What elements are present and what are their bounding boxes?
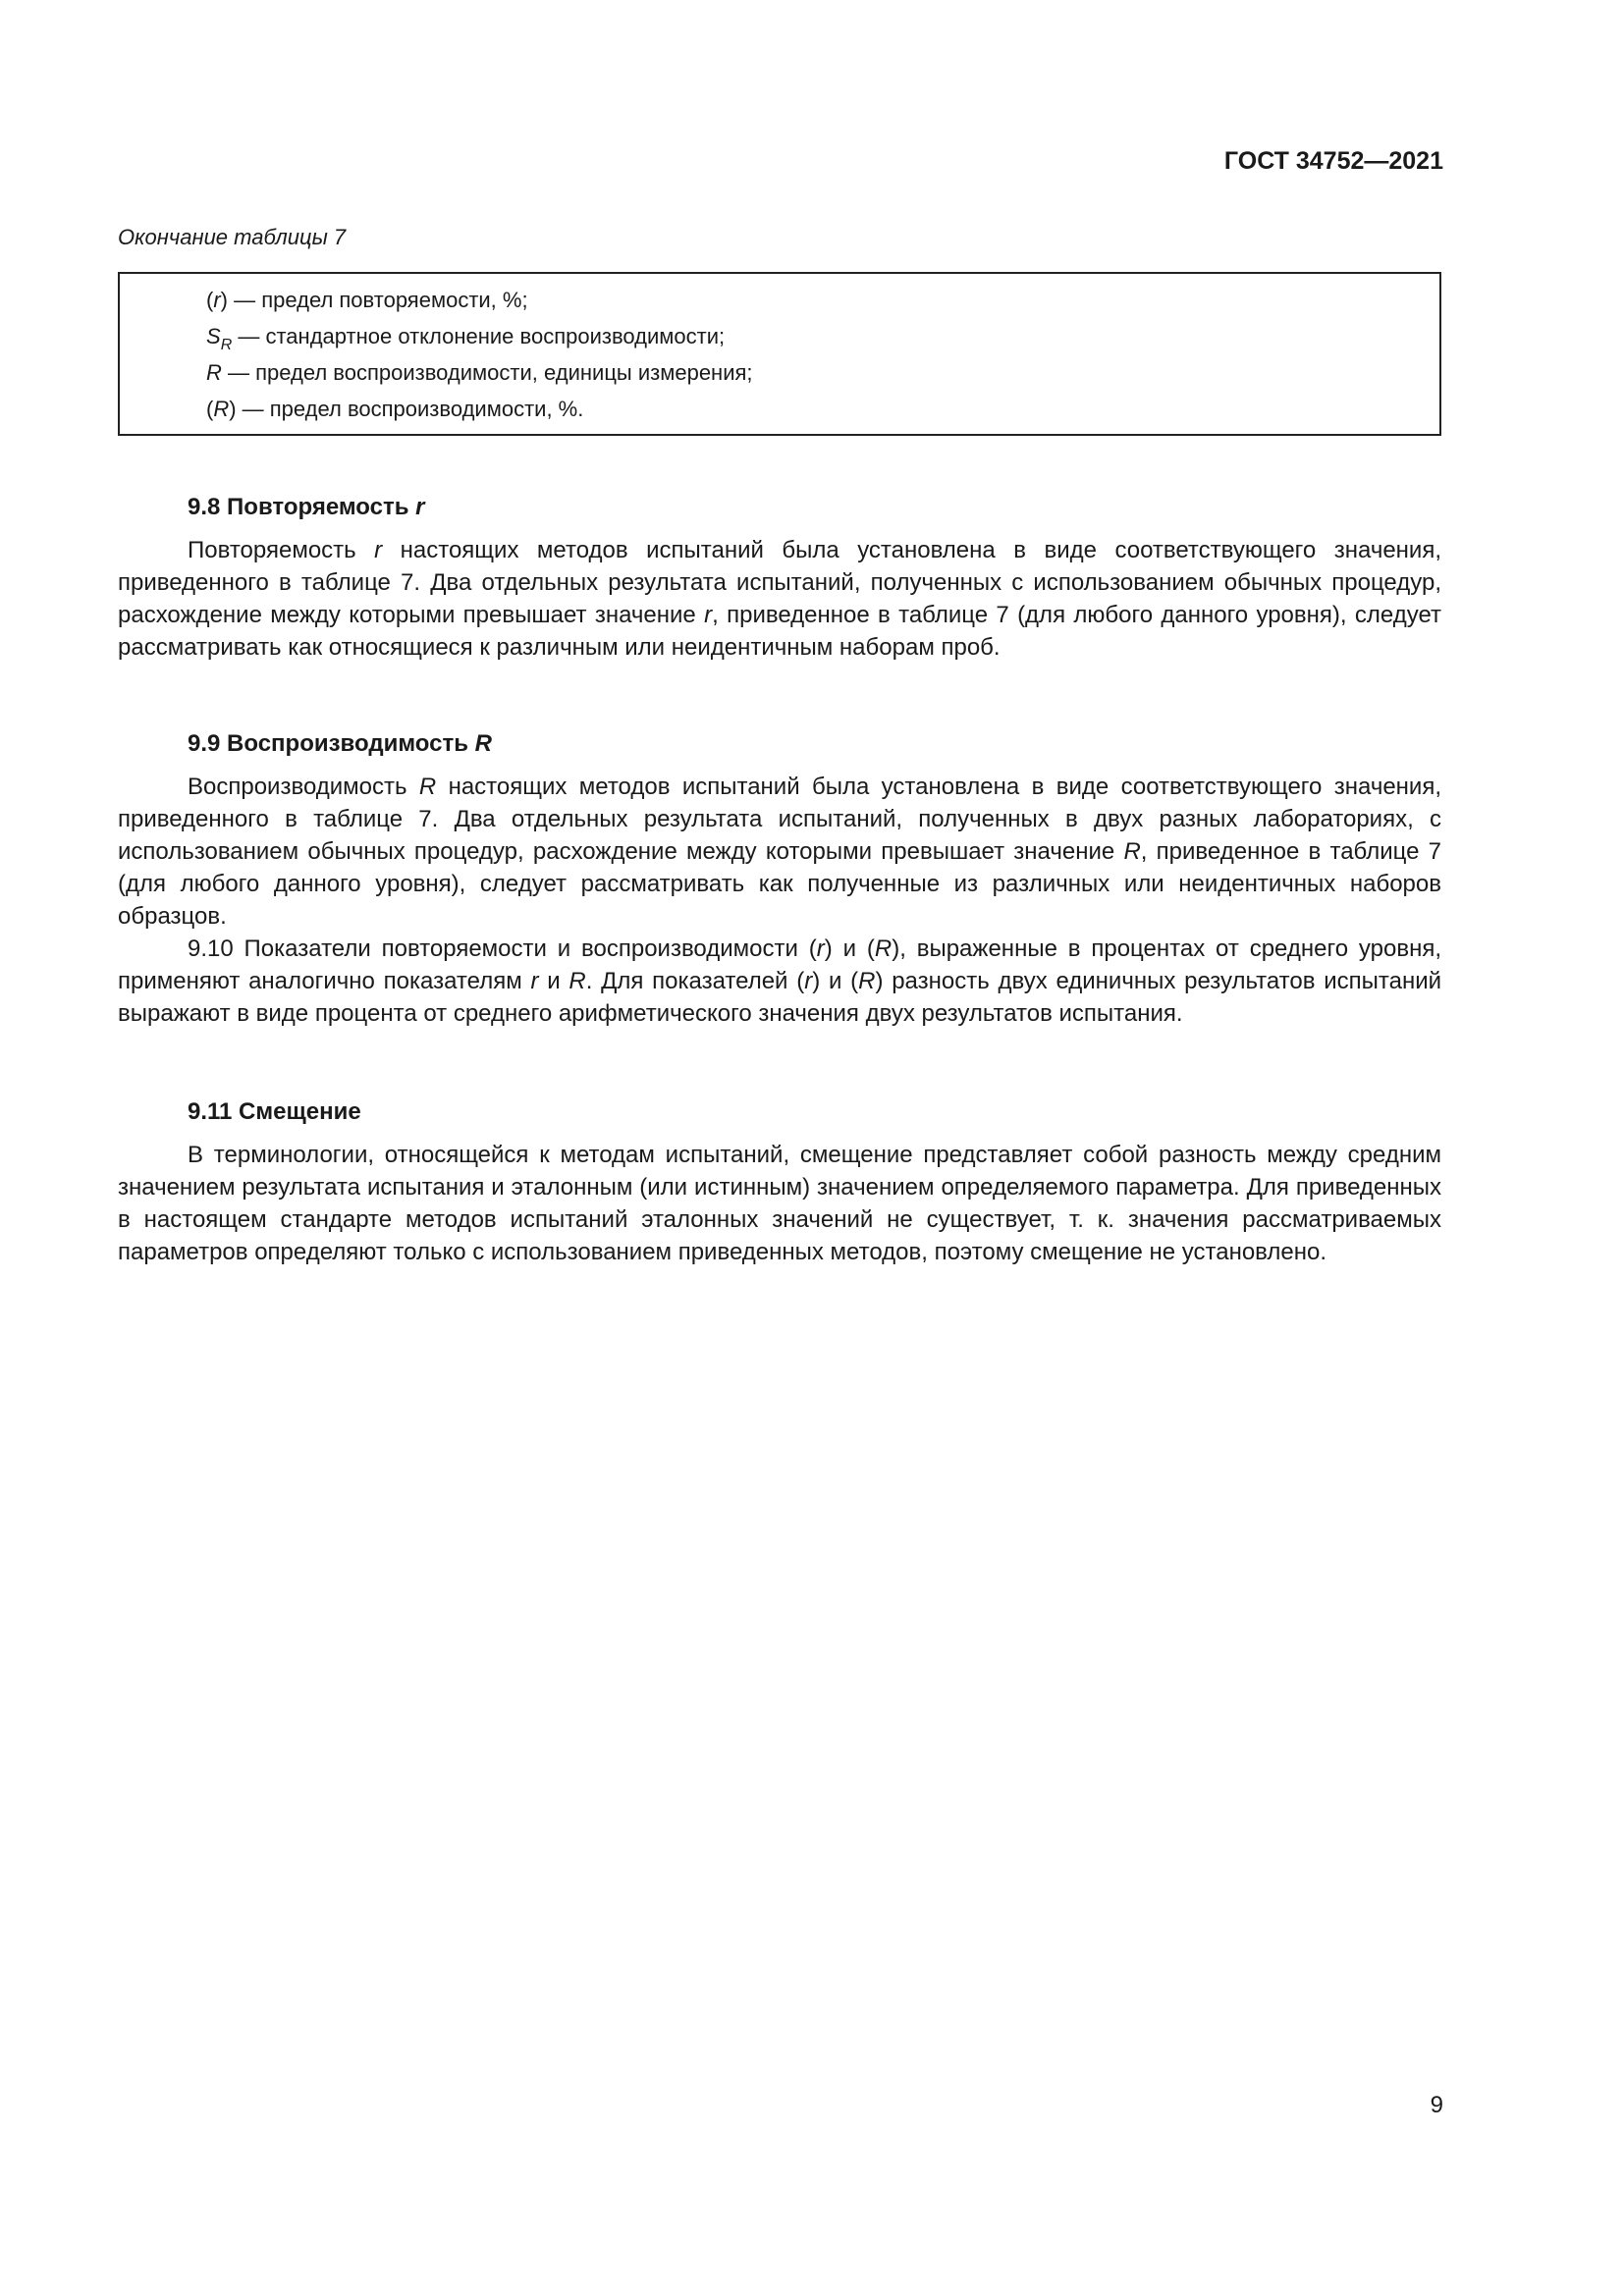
table-caption: Окончание таблицы 7 — [118, 225, 347, 249]
section-heading: 9.8 Повторяемость r — [188, 494, 425, 520]
section-heading: 9.11 Смещение — [188, 1098, 361, 1125]
paragraph: Повторяемость r настоящих методов испытаний была установлена в виде соответствующего значения, приведенного в таблице 7. Два отдельных результата испытаний, полученных с использованием обычных процедур, расхождение между которыми превышает значение r, приведенное в таблице 7 (для любого данного уровня), следует рассматривать как относящиеся к различным или неидентичным наборам проб. — [118, 537, 1441, 661]
paragraph-9-10: 9.10 Показатели повторяемости и воспроизводимости (r) и (R), выраженные в процентах от среднего уровня, применяют аналогично показателям r и R. Для показателей (r) и (R) разность двух единичных результатов испытаний выражают в виде процента от среднего арифметического значения двух результатов испытания. — [118, 935, 1442, 1027]
symbol: R — [213, 397, 230, 421]
paragraph: Воспроизводимость R настоящих методов испытаний была установлена в виде соответствующего значения, приведенного в таблице 7. Два отдельных результата испытаний, полученных в двух разных лабораториях, с использованием обычных процедур, расхождение между которыми превышает значение R, приведенное в таблице 7 (для любого данного уровня), следует рассматривать как полученные из различных или неидентичных наборов образцов. — [118, 774, 1441, 930]
symbol: r — [213, 288, 221, 312]
symbol: S — [206, 324, 221, 348]
page-number: 9 — [1430, 2092, 1443, 2118]
section-9-11 — [118, 1097, 1441, 1268]
table-note-line: (R) — предел воспроизводимости, %. — [206, 397, 584, 421]
paragraph: В терминологии, относящейся к методам испытаний, смещение представляет собой разность между средним значением результата испытания и эталонным (или истинным) значением определяемого параметра. Для приведенных в настоящем стандарте методов испытаний эталонных значений не существует, т. к. значения рассматриваемых параметров определяют только с использованием приведенных методов, поэтому смещение не установлено. — [118, 1142, 1441, 1265]
section-9-8 — [118, 493, 1441, 664]
document-code: ГОСТ 34752—2021 — [1223, 147, 1443, 175]
symbol: R — [206, 360, 222, 385]
table-notes-box — [118, 272, 1441, 436]
section-9-9 — [118, 729, 1441, 1030]
section-heading: 9.9 Воспроизводимость R — [188, 730, 492, 757]
table-note-line: $S_R$ — стандартное отклонение воспроизводимости; — [206, 324, 726, 353]
table-note-line: R — предел воспроизводимости, единицы измерения; — [206, 360, 753, 385]
symbol-subscript: R — [220, 337, 233, 353]
table-note-line: (r) — предел повторяемости, %; — [206, 288, 528, 312]
